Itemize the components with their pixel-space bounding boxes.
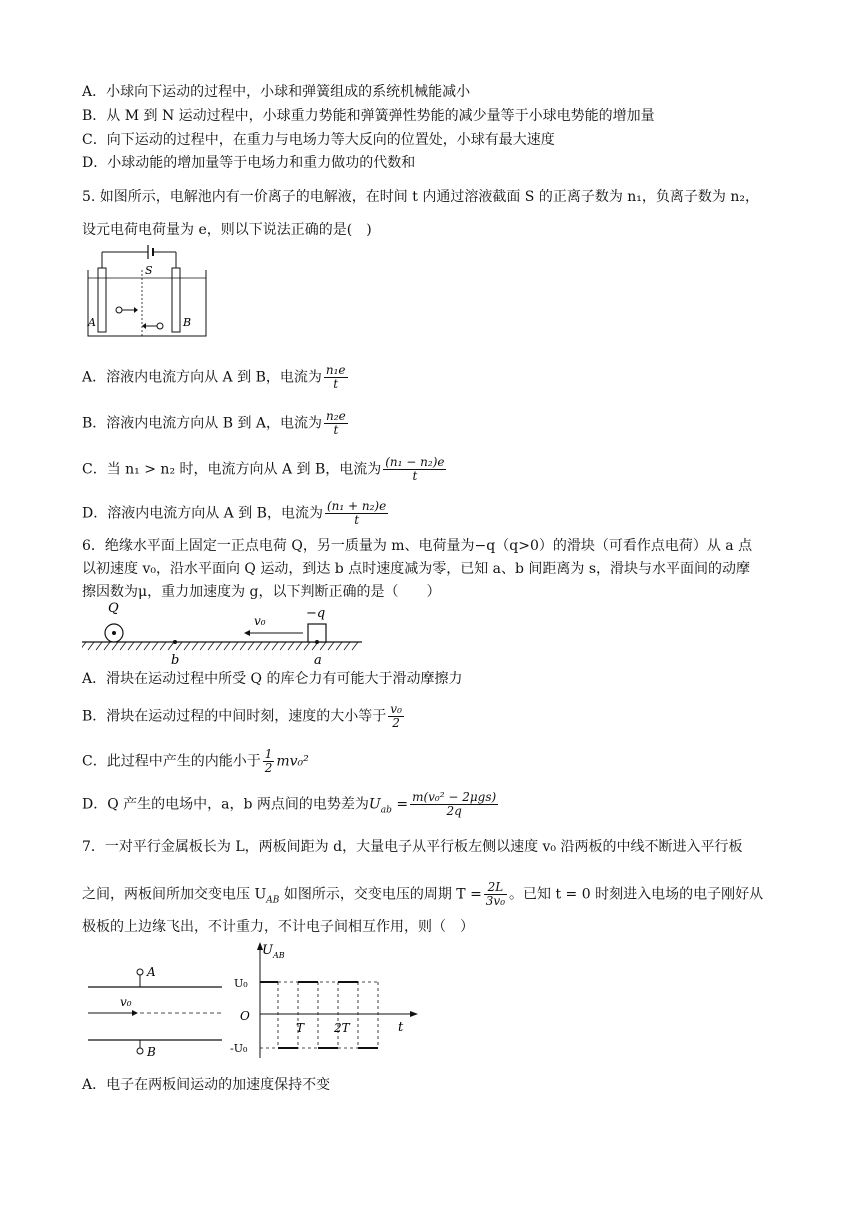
q6-stem-line1: 6．绝缘水平面上固定一正点电荷 Q，另一质量为 m、电荷量为−q（q>0）的滑块（可看作点电荷）从 a 点 bbox=[82, 538, 753, 554]
slider-block bbox=[308, 624, 326, 642]
q6-option-d-fraction: $\frac{\text{m(v₀² − 2μgs)}}{2q}$ bbox=[412, 790, 497, 818]
q5-option-d-text: D．溶液内电流方向从 A 到 B，电流为 bbox=[82, 505, 323, 522]
q7-period-fraction: $\frac{2L}{\text{3v₀}}$ bbox=[485, 880, 506, 908]
q7-option-a: A．电子在两板间运动的加速度保持不变 bbox=[82, 1077, 331, 1093]
t-tick-label: T bbox=[296, 1021, 305, 1035]
origin-label: O bbox=[240, 1009, 250, 1023]
q6-option-c-text: C．此过程中产生的内能小于 bbox=[82, 753, 261, 770]
q4-option-b: B．从 M 到 N 运动过程中，小球重力势能和弹簧弹性势能的减少量等于小球电势能的增加量 bbox=[82, 108, 655, 124]
q5-option-c-text: C．当 n₁ > n₂ 时，电流方向从 A 到 B，电流为 bbox=[82, 461, 382, 478]
parallel-plates-figure bbox=[86, 960, 226, 1065]
q5-stem-line2: 设元电荷电荷量为 e，则以下说法正确的是( ) bbox=[82, 222, 372, 238]
q5-option-a-fraction: $\frac{\text{n₁e}}{t}$ bbox=[325, 363, 346, 391]
q5-option-d bbox=[82, 500, 390, 527]
q6-option-c-fraction: $\frac{1}{2}$ bbox=[264, 747, 273, 775]
q6-option-b-text: B．滑块在运动过程的中间时刻，速度的大小等于 bbox=[82, 708, 387, 725]
voltage-axis-label: U bbox=[262, 943, 273, 958]
neg-u0-tick-label: -U₀ bbox=[230, 1042, 248, 1055]
q5-option-b-text: B．溶液内电流方向从 B 到 A，电流为 bbox=[82, 415, 323, 432]
q6-option-d-text: D．Q 产生的电场中，a，b 两点间的电势差为 bbox=[82, 796, 369, 813]
electron-velocity-label: v₀ bbox=[120, 995, 132, 1009]
q6-option-d: D．Q 产生的电场中，a，b 两点间的电势差为$U_{ab}$ = $\frac{\text{m(v₀² − 2μgs)}}{2q}$ bbox=[82, 790, 497, 818]
slider-figure bbox=[82, 600, 372, 670]
section-s-label: S bbox=[145, 264, 153, 277]
q6-option-b-fraction: $\frac{\text{v₀}}{2}$ bbox=[390, 702, 402, 730]
plate-b-label: B bbox=[147, 1045, 156, 1059]
q5-option-a-text: A．溶液内电流方向从 A 到 B，电流为 bbox=[82, 369, 322, 386]
q6-option-b bbox=[82, 703, 406, 730]
q6-option-c bbox=[82, 748, 309, 775]
q7-stem-line1: 7．一对平行金属板长为 L，两板间距为 d，大量电子从平行板左侧以速度 v₀ 沿两板的中线不断进入平行板 bbox=[82, 839, 743, 855]
q5-option-a bbox=[82, 364, 350, 391]
point-b-label: b bbox=[171, 653, 180, 668]
u0-tick-label: U₀ bbox=[234, 977, 248, 990]
electrode-b-label: B bbox=[183, 316, 192, 329]
q5-option-d-fraction: $\frac{\text{(n₁ + n₂)e}}{t}$ bbox=[326, 499, 387, 527]
q5-option-c-fraction: $\frac{\text{(n₁ − n₂)e}}{t}$ bbox=[385, 455, 445, 483]
voltage-axis-sub: AB bbox=[273, 951, 285, 960]
q5-option-c bbox=[82, 456, 448, 483]
q6-stem-line3: 擦因数为μ，重力加速度为 g，以下判断正确的是（ ） bbox=[82, 584, 441, 600]
charge-q-label: Q bbox=[108, 601, 119, 616]
2t-tick-label: 2T bbox=[334, 1021, 350, 1035]
electrolysis-figure bbox=[82, 240, 212, 340]
slider-charge-label: −q bbox=[306, 606, 326, 621]
q6-option-a: A．滑块在运动过程中所受 Q 的库仑力有可能大于滑动摩擦力 bbox=[82, 671, 463, 687]
q6-stem-line2: 以初速度 v₀，沿水平面向 Q 运动，到达 b 点时速度减为零，已知 a、b 间距离为 s，滑块与水平面间的动摩 bbox=[82, 561, 751, 577]
q4-option-c: C．向下运动的过程中，在重力与电场力等大反向的位置处，小球有最大速度 bbox=[82, 132, 555, 148]
q5-option-b bbox=[82, 410, 350, 437]
voltage-graph bbox=[226, 938, 426, 1063]
q7-stem-line3: 极板的上边缘飞出，不计重力，不计电子间相互作用，则（ ） bbox=[82, 919, 474, 935]
electrode-a-label: A bbox=[88, 316, 96, 329]
velocity-label: v₀ bbox=[254, 614, 266, 628]
q6-option-c-tail: mv₀² bbox=[276, 753, 309, 770]
q5-stem-line1: 5. 如图所示，电解池内有一价离子的电解液，在时间 t 内通过溶液截面 S 的正离子数为 n₁，负离子数为 n₂， bbox=[82, 189, 759, 205]
point-a-label: a bbox=[314, 653, 322, 668]
q7-stem-line2: 之间，两板间所加交变电压 $U_{AB}$ 如图所示，交变电压的周期 T = $\frac{2L}{\text{3v₀}}$ 。已知 t = 0 时刻进入电场的电子刚好从 bbox=[82, 880, 764, 908]
time-axis-label: t bbox=[398, 1020, 404, 1035]
q4-option-d: D．小球动能的增加量等于电场力和重力做功的代数和 bbox=[82, 155, 416, 171]
q5-option-b-fraction: $\frac{\text{n₂e}}{t}$ bbox=[326, 409, 346, 437]
plate-a-label: A bbox=[147, 965, 156, 979]
q4-option-a: A．小球向下运动的过程中，小球和弹簧组成的系统机械能减小 bbox=[82, 84, 471, 100]
